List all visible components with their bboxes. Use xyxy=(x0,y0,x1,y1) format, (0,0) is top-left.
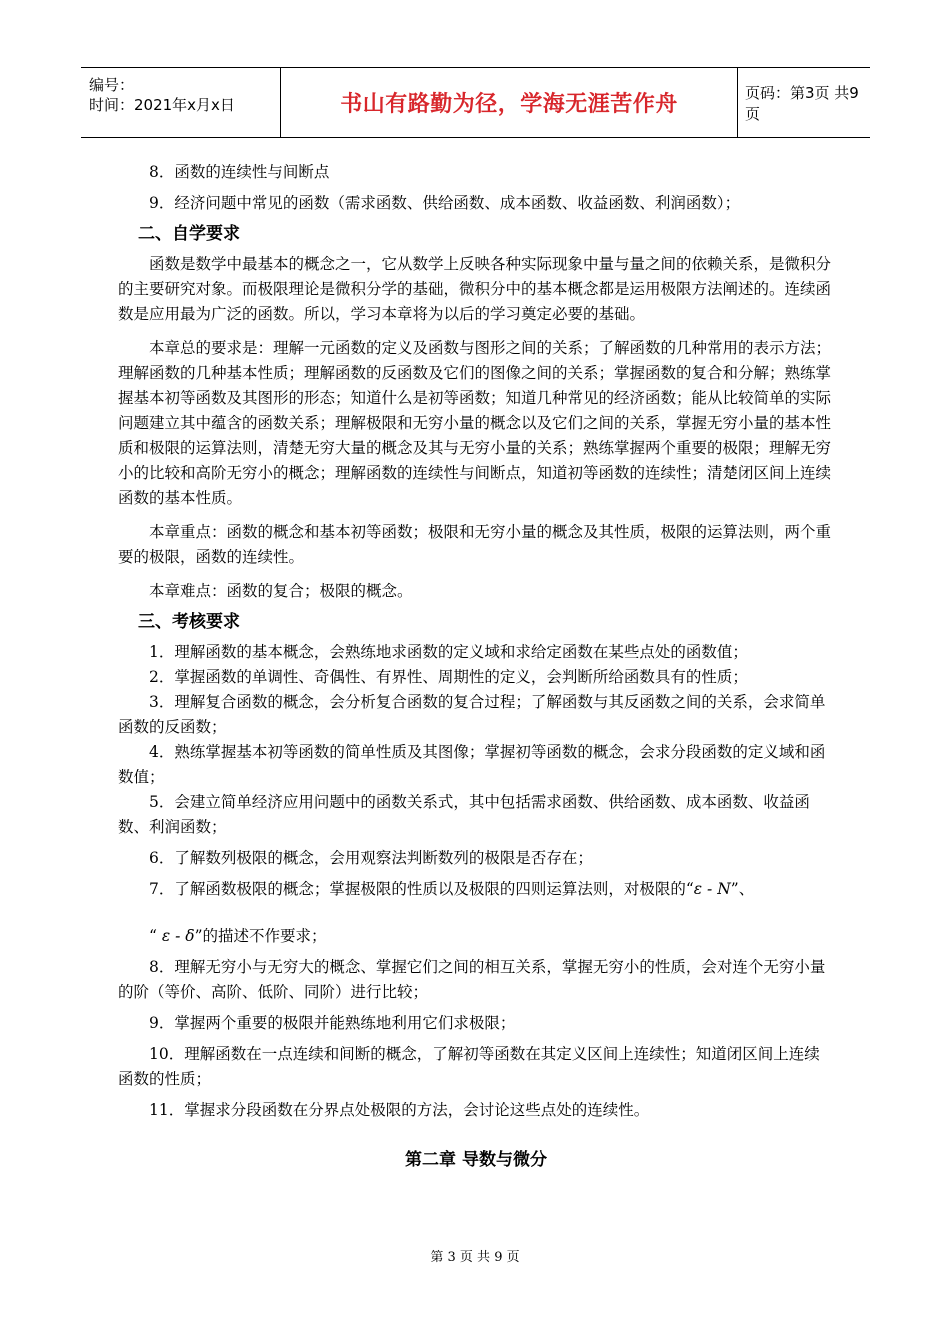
list-item: 3．理解复合函数的概念，会分析复合函数的复合过程；了解函数与其反函数之间的关系，会求简单函数的反函数； xyxy=(118,693,826,736)
header-page-cell xyxy=(737,68,870,137)
list-item: 11．掌握求分段函数在分界点处极限的方法，会讨论这些点处的连续性。 xyxy=(149,1101,650,1119)
paragraph-requirements: 本章总的要求是：理解一元函数的定义及函数与图形之间的关系；了解函数的几种常用的表示方法；理解函数的几种基本性质；理解函数的反函数及它们的图像之间的关系；掌握函数的复合和分解；熟练掌握基本初等函数及其图形的形态；知道什么是初等函数；知道几种常见的经济函数；能从比较简单的实际问题建立其中蕴含的函数关系；理解极限和无穷小量的概念以及它们之间的关系，掌握无穷小量的基本性质和极限的运算法则，清楚无穷大量的概念及其与无穷小量的关系；熟练掌握两个重要的极限；理解无穷小的比较和高阶无穷小的概念；理解函数的连续性与间断点，知道初等函数的连续性；清楚闭区间上连续函数的基本性质。 xyxy=(118,339,832,507)
header-meta xyxy=(81,68,279,137)
paragraph-intro: 函数是数学中最基本的概念之一，它从数学上反映各种实际现象中量与量之间的依赖关系，是微积分的主要研究对象。而极限理论是微积分学的基础，微积分中的基本概念都是运用极限方法阐述的。连续函数是应用最为广泛的函数。所以，学习本章将为以后的学习奠定必要的基础。 xyxy=(118,255,832,323)
section-heading-self-study: 二、自学要求 xyxy=(138,224,240,244)
list-item: 5．会建立简单经济应用问题中的函数关系式，其中包括需求函数、供给函数、成本函数、收益函数、利润函数； xyxy=(118,793,810,836)
list-item: 8．理解无穷小与无穷大的概念、掌握它们之间的相互关系，掌握无穷小的性质，会对连个无穷小量的阶（等价、高阶、低阶、同阶）进行比较； xyxy=(118,958,826,1001)
epsilon-n-symbol: ε - N xyxy=(693,880,731,898)
list-item: 10．理解函数在一点连续和间断的概念，了解初等函数在其定义区间上连续性；知道闭区间上连续函数的性质； xyxy=(118,1045,820,1088)
page-footer: 第 3 页 共 9 页 xyxy=(430,1250,520,1265)
document-date-label: 时间：2021年x月x日 xyxy=(89,96,235,114)
section-heading-assessment: 三、考核要求 xyxy=(138,612,240,632)
list-item-7 xyxy=(118,877,834,902)
document-number-label: 编号： xyxy=(89,76,135,94)
header-page-number: 页码：第3页 共9页 xyxy=(745,83,859,123)
list-item: 4．熟练掌握基本初等函数的简单性质及其图像；掌握初等函数的概念，会求分段函数的定义域和函数值； xyxy=(118,743,826,786)
header-motto: 书山有路勤为径，学海无涯苦作舟 xyxy=(340,92,678,117)
list-item: 9．掌握两个重要的极限并能熟练地利用它们求极限； xyxy=(149,1014,516,1032)
list-item: 6．了解数列极限的概念，会用观察法判断数列的极限是否存在； xyxy=(149,849,593,867)
paragraph-difficulties: 本章难点：函数的复合；极限的概念。 xyxy=(149,582,413,600)
list-item: 9．经济问题中常见的函数（需求函数、供给函数、成本函数、收益函数、利润函数）； xyxy=(149,194,741,212)
chapter-title: 第二章 导数与微分 xyxy=(405,1150,547,1170)
list-item-7-text: ”的描述不作要求； xyxy=(194,927,327,945)
page-header xyxy=(81,67,870,138)
document-body xyxy=(118,160,834,1170)
list-item: 8．函数的连续性与间断点 xyxy=(149,163,330,181)
list-item: 1．理解函数的基本概念，会熟练地求函数的定义域和求给定函数在某些点处的函数值； xyxy=(149,643,748,661)
list-item-7-text: 7．了解函数极限的概念；掌握极限的性质以及极限的四则运算法则，对极限的“ xyxy=(149,880,694,898)
header-motto-cell xyxy=(280,68,738,137)
list-item-7-text: ”、 xyxy=(730,880,755,898)
epsilon-delta-symbol: ε - δ xyxy=(161,927,195,945)
list-item-7-text: “ xyxy=(149,927,162,945)
list-item-7-continued xyxy=(118,924,834,949)
paragraph-key-points: 本章重点：函数的概念和基本初等函数；极限和无穷小量的概念及其性质，极限的运算法则，两个重要的极限，函数的连续性。 xyxy=(118,523,832,566)
list-item: 2．掌握函数的单调性、奇偶性、有界性、周期性的定义，会判断所给函数具有的性质； xyxy=(149,668,748,686)
